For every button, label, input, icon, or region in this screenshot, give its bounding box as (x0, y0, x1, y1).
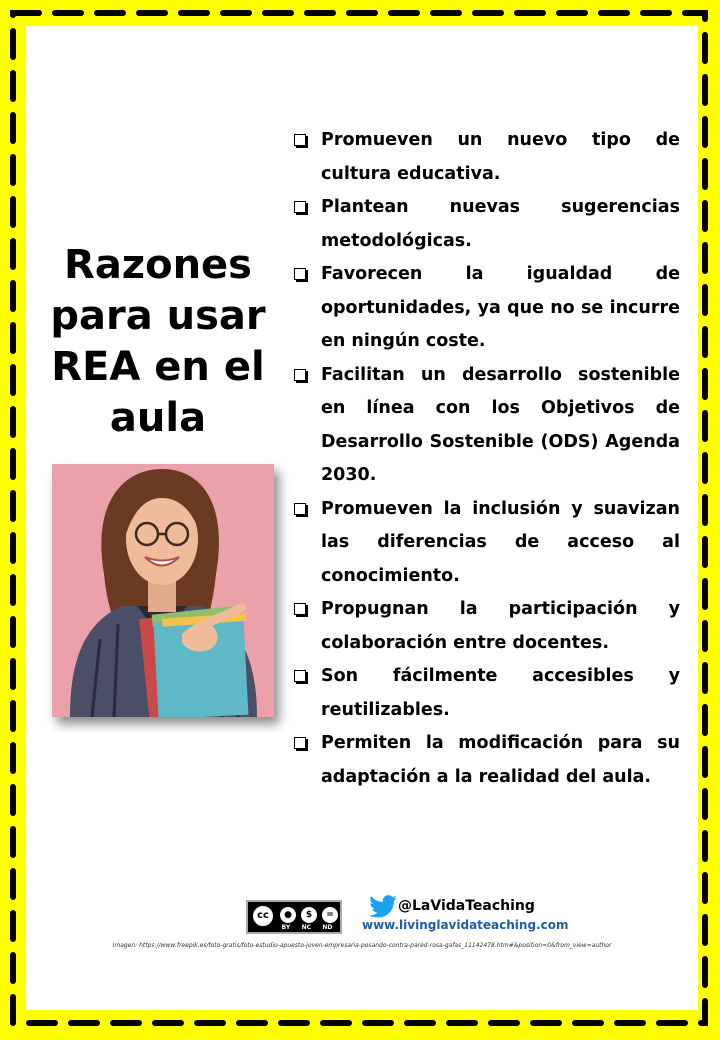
list-item-text: Promueven un nuevo tipo de cultura educativa. (321, 130, 680, 184)
noncommercial-icon: $ (299, 905, 319, 925)
footer (246, 894, 576, 938)
list-item (292, 124, 680, 191)
attribution-icon: ● (278, 905, 298, 925)
list-item (292, 727, 680, 794)
checkbox-bullet-icon (294, 603, 306, 615)
license-labels (276, 924, 338, 931)
checkbox-bullet-icon (294, 670, 306, 682)
woman-holding-books-photo (52, 464, 274, 717)
checkbox-bullet-icon (294, 369, 306, 381)
checkbox-bullet-icon (294, 201, 306, 213)
list-item-text: Favorecen la igualdad de oportunidades, ya que no se incurre en ningún coste. (321, 264, 680, 351)
page-title: Razones para usar REA en el aula (50, 242, 266, 441)
checkbox-bullet-icon (294, 268, 306, 280)
list-item-text: Propugnan la participación y colaboración entre docentes. (321, 599, 680, 653)
license-label: NC (301, 924, 311, 931)
list-item (292, 493, 680, 594)
list-item-text: Permiten la modificación para su adaptación a la realidad del aula. (321, 733, 680, 787)
image-credit: Imagen: https://www.freepik.es/foto-gratis/foto-estudio-apuesto-joven-empresaria-posando-contra-pared-rosa-gafas_11142478.htm#&position=0&from_view=author (112, 942, 612, 949)
checkbox-bullet-icon (294, 503, 306, 515)
creative-commons-license-badge[interactable] (246, 900, 342, 934)
list-item (292, 191, 680, 258)
twitter-icon (369, 895, 397, 918)
license-label: ND (322, 924, 333, 931)
list-item (292, 258, 680, 359)
list-item (292, 660, 680, 727)
noderivatives-icon: = (320, 905, 340, 925)
list-item-text: Facilitan un desarrollo sostenible en línea con los Objetivos de Desarrollo Sostenible (ODS) Agenda 2030. (321, 364, 680, 485)
list-item (292, 593, 680, 660)
checkbox-bullet-icon (294, 134, 306, 146)
license-label: BY (281, 924, 291, 931)
list-item (292, 359, 680, 493)
list-item-text: Son fácilmente accesibles y reutilizables. (321, 666, 680, 720)
list-item-text: Promueven la inclusión y suavizan las diferencias de acceso al conocimiento. (321, 498, 680, 586)
cc-icon: cc (251, 904, 275, 928)
content-area (26, 26, 698, 1010)
photo-illustration (52, 464, 274, 717)
website-link[interactable]: www.livinglavidateaching.com (362, 918, 569, 932)
twitter-handle[interactable]: @LaVidaTeaching (398, 898, 535, 914)
checkbox-bullet-icon (294, 737, 306, 749)
list-item-text: Plantean nuevas sugerencias metodológicas. (321, 197, 680, 251)
reasons-list (292, 124, 680, 794)
